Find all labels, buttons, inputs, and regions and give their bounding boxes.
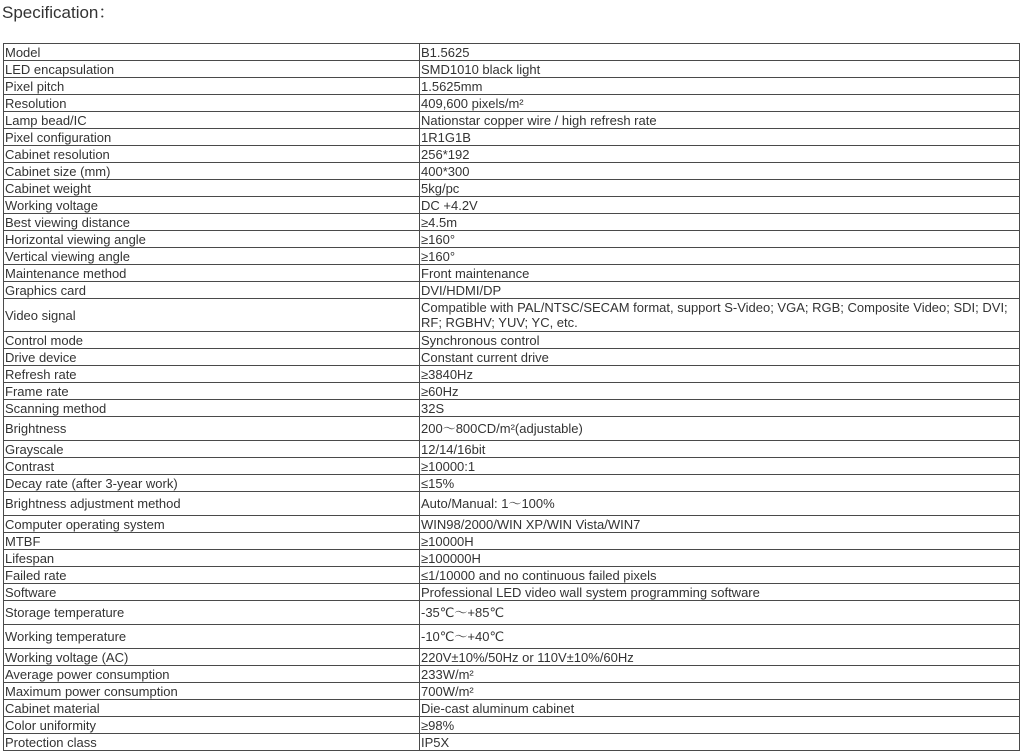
table-row	[4, 649, 1020, 666]
spec-label: Working temperature	[4, 625, 420, 649]
table-row	[4, 625, 1020, 649]
table-row	[4, 129, 1020, 146]
specification-table-body	[4, 44, 1020, 751]
table-row	[4, 61, 1020, 78]
table-row	[4, 95, 1020, 112]
spec-label: Protection class	[4, 734, 420, 751]
spec-label: Vertical viewing angle	[4, 248, 420, 265]
spec-value: IP5X	[420, 734, 1020, 751]
spec-value: Front maintenance	[420, 265, 1020, 282]
spec-label: Resolution	[4, 95, 420, 112]
spec-value: ≥10000H	[420, 533, 1020, 550]
spec-value: Nationstar copper wire / high refresh rate	[420, 112, 1020, 129]
table-row	[4, 567, 1020, 584]
spec-value: 1R1G1B	[420, 129, 1020, 146]
spec-label: Brightness adjustment method	[4, 492, 420, 516]
spec-label: Cabinet resolution	[4, 146, 420, 163]
spec-label: Working voltage	[4, 197, 420, 214]
spec-label: Best viewing distance	[4, 214, 420, 231]
spec-value: 200～800CD/m²(adjustable)	[420, 417, 1020, 441]
spec-value: ≥160°	[420, 231, 1020, 248]
table-row	[4, 492, 1020, 516]
spec-label: Software	[4, 584, 420, 601]
table-row	[4, 299, 1020, 332]
table-row	[4, 683, 1020, 700]
spec-value: -10℃～+40℃	[420, 625, 1020, 649]
table-row	[4, 441, 1020, 458]
table-row	[4, 78, 1020, 95]
spec-value: WIN98/2000/WIN XP/WIN Vista/WIN7	[420, 516, 1020, 533]
table-row	[4, 601, 1020, 625]
table-row	[4, 180, 1020, 197]
spec-label: Lamp bead/IC	[4, 112, 420, 129]
table-row	[4, 458, 1020, 475]
table-row	[4, 44, 1020, 61]
table-row	[4, 734, 1020, 751]
spec-value: -35℃～+85℃	[420, 601, 1020, 625]
spec-label: Frame rate	[4, 383, 420, 400]
spec-value: 12/14/16bit	[420, 441, 1020, 458]
spec-label: Scanning method	[4, 400, 420, 417]
table-row	[4, 146, 1020, 163]
spec-value: Professional LED video wall system programming software	[420, 584, 1020, 601]
table-row	[4, 533, 1020, 550]
table-row	[4, 516, 1020, 533]
table-row	[4, 584, 1020, 601]
spec-label: Failed rate	[4, 567, 420, 584]
spec-value: ≤1/10000 and no continuous failed pixels	[420, 567, 1020, 584]
spec-value: SMD1010 black light	[420, 61, 1020, 78]
table-row	[4, 349, 1020, 366]
spec-value: ≥3840Hz	[420, 366, 1020, 383]
spec-label: Maximum power consumption	[4, 683, 420, 700]
spec-value: 256*192	[420, 146, 1020, 163]
spec-label: Pixel configuration	[4, 129, 420, 146]
spec-label: Cabinet weight	[4, 180, 420, 197]
spec-label: Control mode	[4, 332, 420, 349]
spec-value: 700W/m²	[420, 683, 1020, 700]
spec-value: ≥10000:1	[420, 458, 1020, 475]
spec-value: DVI/HDMI/DP	[420, 282, 1020, 299]
table-row	[4, 248, 1020, 265]
spec-label: Cabinet size (mm)	[4, 163, 420, 180]
spec-value: ≥98%	[420, 717, 1020, 734]
spec-label: Brightness	[4, 417, 420, 441]
spec-label: Cabinet material	[4, 700, 420, 717]
spec-value: 233W/m²	[420, 666, 1020, 683]
spec-label: Pixel pitch	[4, 78, 420, 95]
table-row	[4, 197, 1020, 214]
spec-label: Lifespan	[4, 550, 420, 567]
spec-value: 1.5625mm	[420, 78, 1020, 95]
spec-label: Horizontal viewing angle	[4, 231, 420, 248]
spec-label: Decay rate (after 3-year work)	[4, 475, 420, 492]
table-row	[4, 366, 1020, 383]
spec-label: Average power consumption	[4, 666, 420, 683]
spec-label: Graphics card	[4, 282, 420, 299]
table-row	[4, 550, 1020, 567]
spec-value: 5kg/pc	[420, 180, 1020, 197]
spec-value: 400*300	[420, 163, 1020, 180]
spec-value: Die-cast aluminum cabinet	[420, 700, 1020, 717]
table-row	[4, 282, 1020, 299]
spec-label: Color uniformity	[4, 717, 420, 734]
table-row	[4, 383, 1020, 400]
table-row	[4, 163, 1020, 180]
spec-value: 32S	[420, 400, 1020, 417]
spec-value: ≥160°	[420, 248, 1020, 265]
table-row	[4, 666, 1020, 683]
page-title: Specification：	[2, 3, 116, 22]
spec-value: ≥100000H	[420, 550, 1020, 567]
table-row	[4, 400, 1020, 417]
spec-value: Constant current drive	[420, 349, 1020, 366]
spec-value: Compatible with PAL/NTSC/SECAM format, support S-Video; VGA; RGB; Composite Video; SDI; DVI; RF; RGBHV; YUV; YC, etc.	[420, 299, 1020, 332]
table-row	[4, 231, 1020, 248]
spec-value: ≤15%	[420, 475, 1020, 492]
spec-value: Auto/Manual: 1～100%	[420, 492, 1020, 516]
spec-label: Contrast	[4, 458, 420, 475]
table-row	[4, 332, 1020, 349]
spec-label: Maintenance method	[4, 265, 420, 282]
spec-value: Synchronous control	[420, 332, 1020, 349]
table-row	[4, 417, 1020, 441]
spec-value: 409,600 pixels/m²	[420, 95, 1020, 112]
spec-value: DC +4.2V	[420, 197, 1020, 214]
table-row	[4, 265, 1020, 282]
table-row	[4, 214, 1020, 231]
spec-label: Storage temperature	[4, 601, 420, 625]
spec-value: B1.5625	[420, 44, 1020, 61]
table-row	[4, 112, 1020, 129]
spec-label: Working voltage (AC)	[4, 649, 420, 666]
spec-value: ≥60Hz	[420, 383, 1020, 400]
table-row	[4, 700, 1020, 717]
spec-value: ≥4.5m	[420, 214, 1020, 231]
spec-label: MTBF	[4, 533, 420, 550]
spec-value: 220V±10%/50Hz or 110V±10%/60Hz	[420, 649, 1020, 666]
specification-table	[3, 43, 1020, 751]
spec-label: Computer operating system	[4, 516, 420, 533]
spec-label: Video signal	[4, 299, 420, 332]
table-row	[4, 475, 1020, 492]
table-row	[4, 717, 1020, 734]
spec-label: Model	[4, 44, 420, 61]
spec-label: LED encapsulation	[4, 61, 420, 78]
spec-label: Drive device	[4, 349, 420, 366]
spec-label: Refresh rate	[4, 366, 420, 383]
spec-label: Grayscale	[4, 441, 420, 458]
